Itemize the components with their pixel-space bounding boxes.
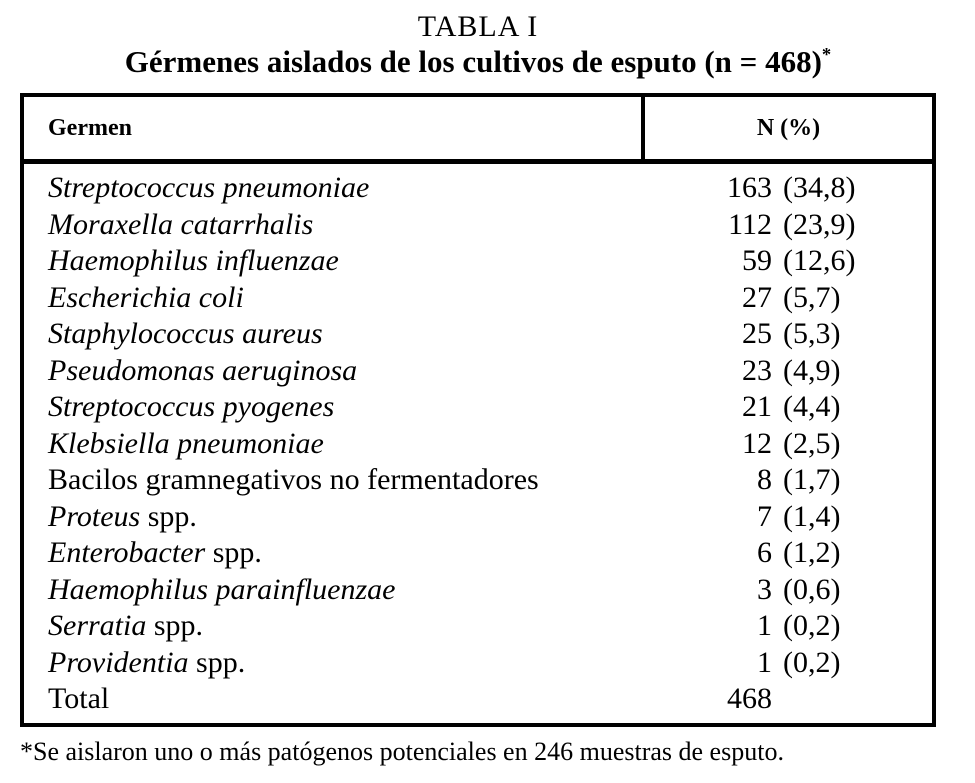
table-row (24, 499, 932, 536)
table-row (24, 608, 932, 645)
percent-value: (5,3) (783, 317, 841, 351)
count-value: 25 (742, 317, 772, 351)
count-value: 112 (728, 207, 772, 241)
footnote-marker: * (821, 44, 832, 66)
germ-name: Haemophilus influenzae (48, 244, 339, 278)
percent-value: (2,5) (783, 426, 841, 460)
germ-name: Moraxella catarrhalis (48, 207, 314, 241)
table-row (24, 389, 932, 426)
percent-value: (23,9) (783, 207, 856, 241)
count-value: 3 (757, 572, 772, 606)
germ-cell (24, 536, 687, 570)
table-row (24, 170, 932, 207)
value-cell (687, 244, 932, 278)
table-row (24, 535, 932, 572)
germ-table (20, 93, 936, 727)
table-row (24, 243, 932, 280)
percent-value: (5,7) (783, 280, 841, 314)
value-cell (687, 208, 932, 242)
germ-cell (24, 646, 687, 680)
percent-value: (4,4) (783, 390, 841, 424)
value-cell (687, 573, 932, 607)
germ-name: Total (48, 682, 110, 716)
count-value: 23 (742, 353, 772, 387)
germ-name: Proteus (48, 499, 141, 533)
germ-cell (24, 573, 687, 607)
germ-name: Klebsiella pneumoniae (48, 426, 324, 460)
germ-name: Escherichia coli (48, 280, 244, 314)
germ-name: Serratia (48, 609, 147, 643)
germ-name: Providentia (48, 645, 189, 679)
count-value: 21 (742, 390, 772, 424)
value-cell (687, 646, 932, 680)
value-cell (687, 317, 932, 351)
count-value: 7 (757, 499, 772, 533)
table-title: TABLA I (417, 10, 539, 43)
percent-value: (1,4) (783, 499, 841, 533)
germ-cell (24, 463, 687, 497)
table-footnote: *Se aislaron uno o más patógenos potenciales en 246 muestras de esputo. (20, 737, 784, 766)
table-row (24, 280, 932, 317)
germ-cell (24, 281, 687, 315)
percent-value: (1,7) (783, 463, 841, 497)
table-row (24, 645, 932, 682)
germ-name: Haemophilus parainfluenzae (48, 572, 396, 606)
percent-value: (0,2) (783, 609, 841, 643)
column-header-n-percent: N (%) (756, 114, 821, 141)
germ-cell (24, 208, 687, 242)
germ-cell (24, 609, 687, 643)
table-row (24, 572, 932, 609)
count-value: 468 (727, 682, 772, 716)
value-cell (687, 427, 932, 461)
value-cell (687, 281, 932, 315)
table-row (24, 681, 932, 718)
value-cell (687, 390, 932, 424)
germ-name: Bacilos gramnegativos no fermentadores (48, 463, 539, 497)
value-cell (687, 682, 932, 716)
count-value: 27 (742, 280, 772, 314)
percent-value: (1,2) (783, 536, 841, 570)
value-cell (687, 354, 932, 388)
count-value: 163 (727, 171, 772, 205)
percent-value: (0,2) (783, 645, 841, 679)
germ-cell (24, 244, 687, 278)
value-cell (687, 463, 932, 497)
table-row (24, 207, 932, 244)
table-row (24, 353, 932, 390)
table-subtitle (0, 44, 956, 80)
germ-suffix: spp. (146, 609, 204, 643)
germ-suffix: spp. (140, 499, 197, 533)
table-header-row (24, 97, 932, 164)
germ-cell (24, 317, 687, 351)
germ-cell (24, 427, 687, 461)
table-subtitle-text: Gérmenes aislados de los cultivos de esputo (n = 468) (124, 44, 822, 79)
germ-suffix: spp. (188, 645, 246, 679)
value-cell (687, 609, 932, 643)
germ-name: Staphylococcus aureus (48, 317, 323, 351)
percent-value: (0,6) (783, 572, 841, 606)
value-cell (687, 536, 932, 570)
table-body (24, 164, 932, 718)
germ-name: Enterobacter (48, 536, 206, 570)
count-value: 8 (757, 463, 772, 497)
value-cell (687, 500, 932, 534)
count-value: 1 (757, 609, 772, 643)
germ-suffix: spp. (205, 536, 262, 570)
table-row (24, 426, 932, 463)
table-row (24, 462, 932, 499)
count-value: 12 (742, 426, 772, 460)
germ-name: Streptococcus pneumoniae (48, 171, 370, 205)
percent-value (772, 682, 783, 716)
germ-cell (24, 390, 687, 424)
value-cell (687, 171, 932, 205)
column-header-germen: Germen (24, 97, 645, 159)
germ-cell (24, 500, 687, 534)
percent-value: (34,8) (783, 171, 856, 205)
percent-value: (12,6) (783, 244, 856, 278)
germ-cell (24, 354, 687, 388)
percent-value: (4,9) (783, 353, 841, 387)
table-row (24, 316, 932, 353)
germ-cell (24, 171, 687, 205)
germ-cell (24, 682, 687, 716)
count-value: 59 (742, 244, 772, 278)
germ-name: Pseudomonas aeruginosa (48, 353, 358, 387)
germ-name: Streptococcus pyogenes (48, 390, 335, 424)
count-value: 6 (757, 536, 772, 570)
count-value: 1 (757, 645, 772, 679)
